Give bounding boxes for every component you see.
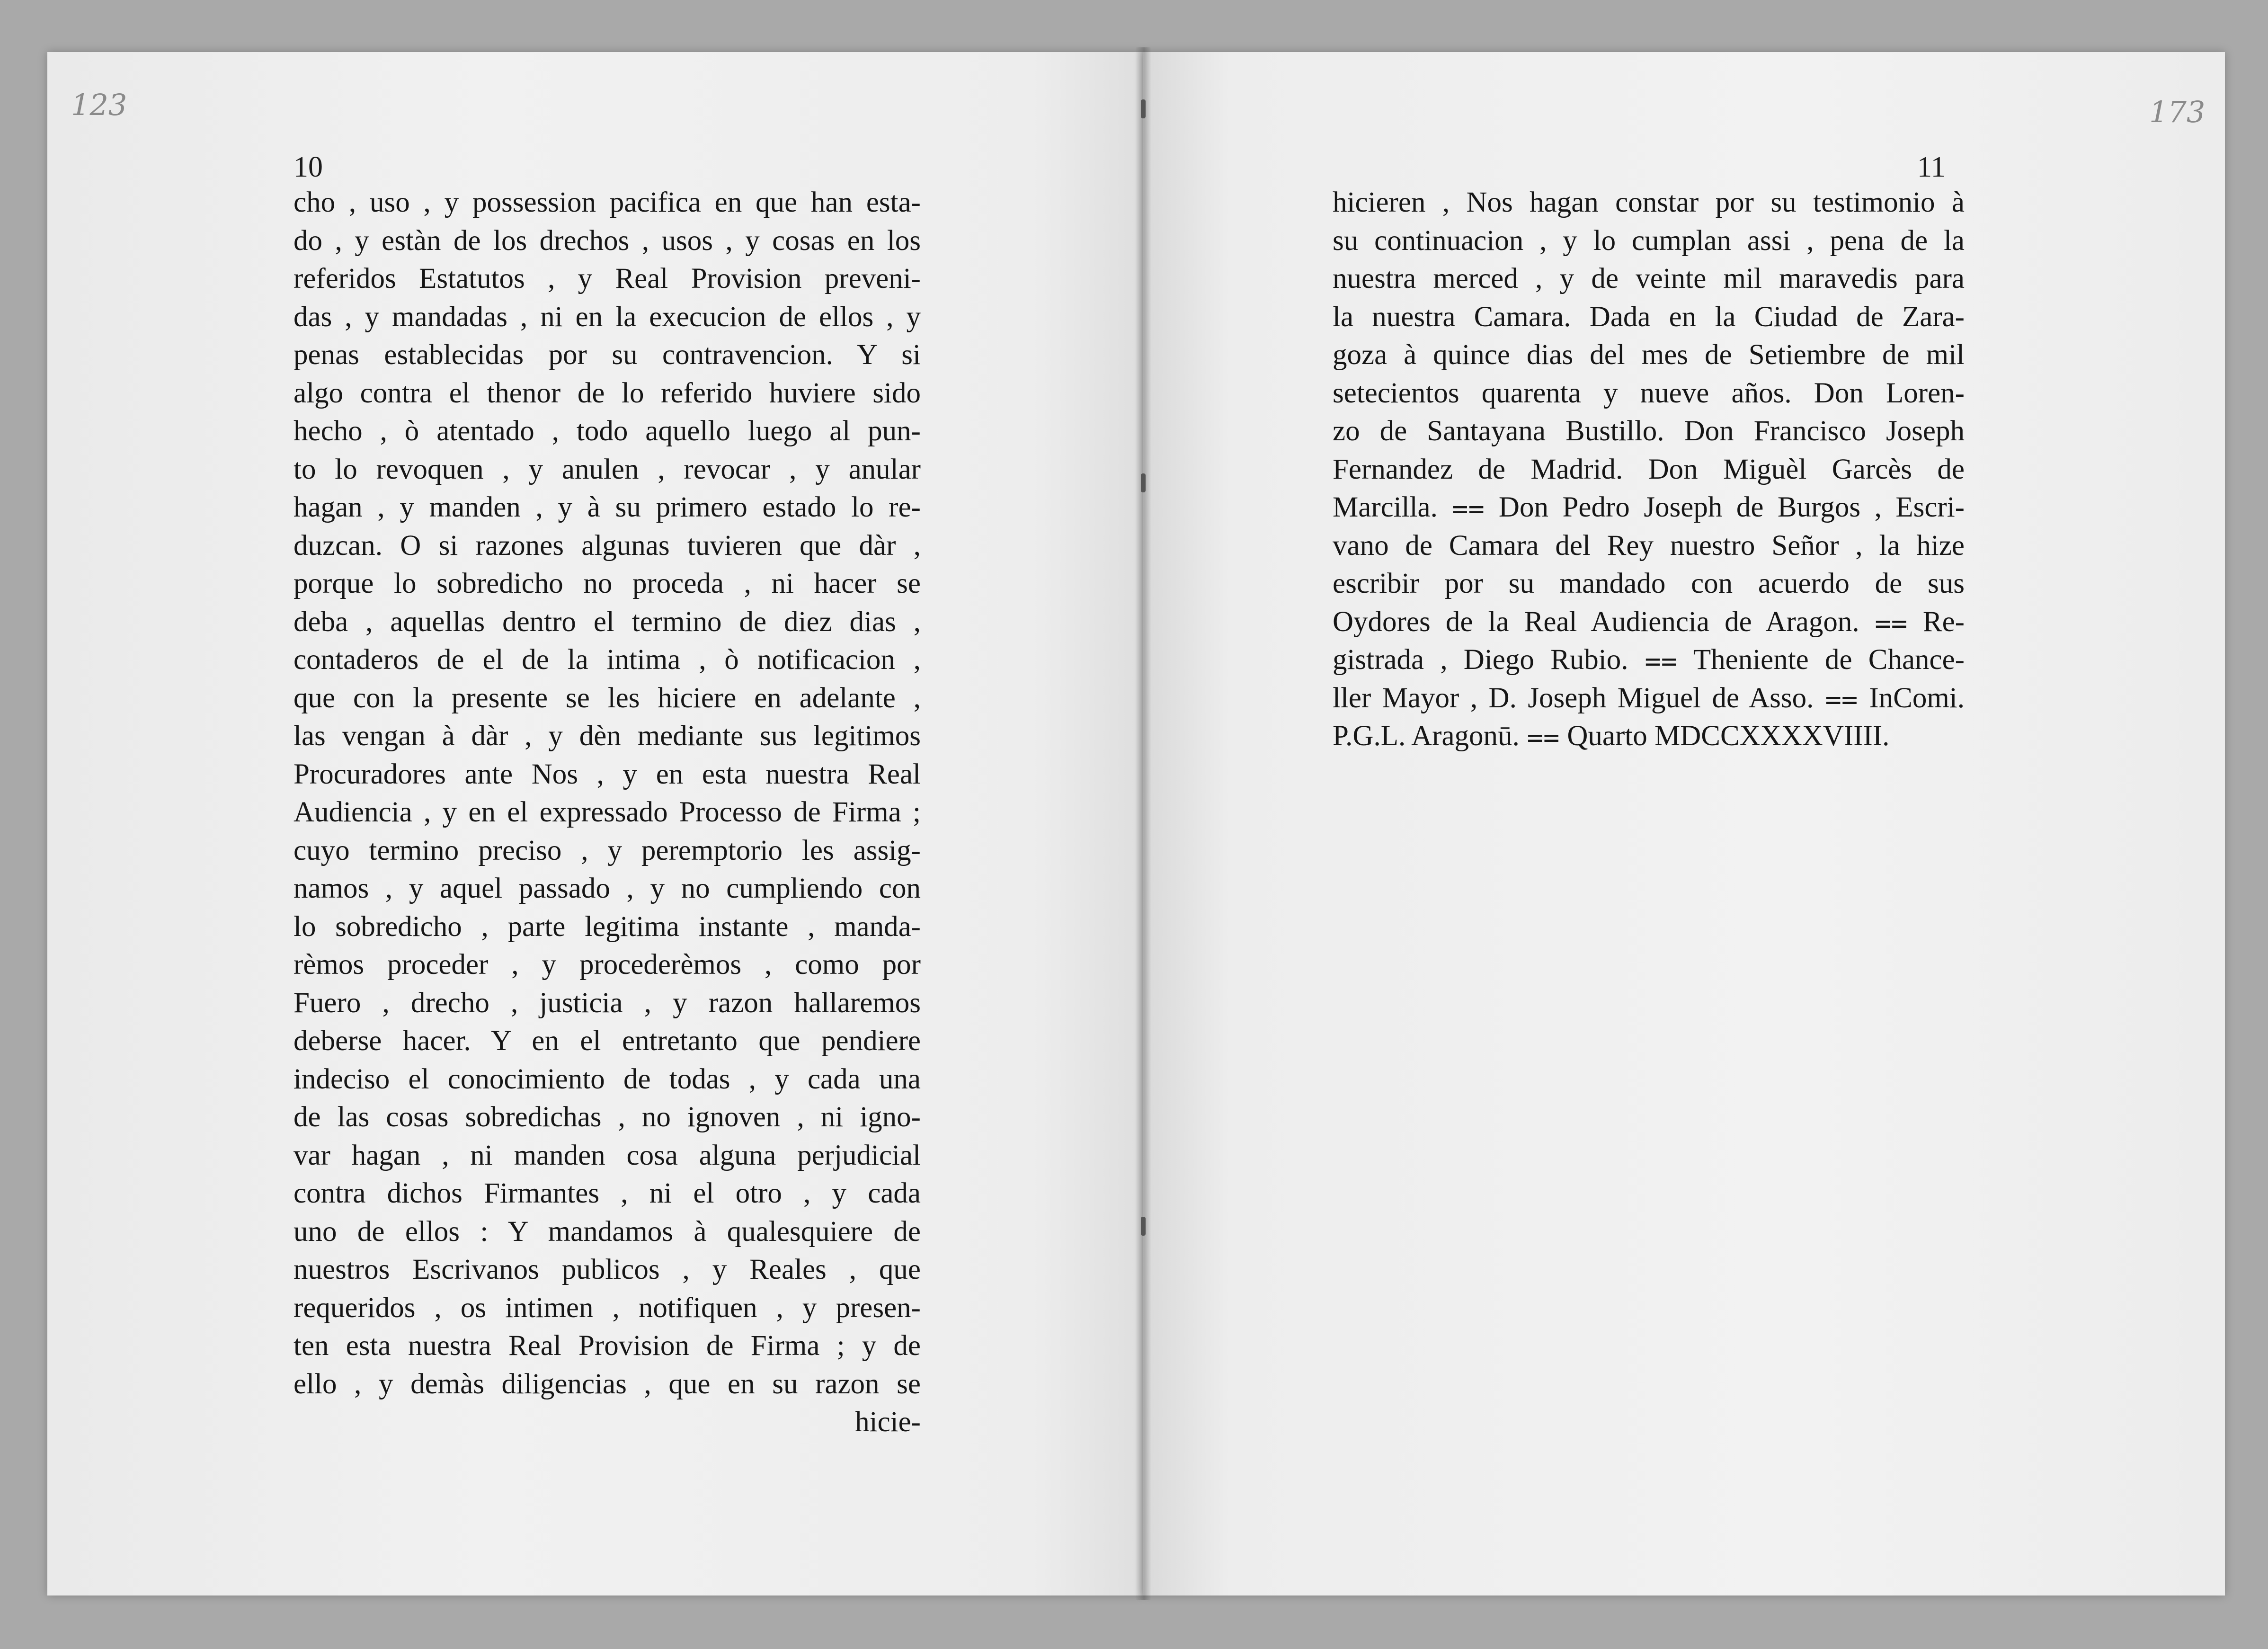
- left-page-text: [294, 184, 921, 1442]
- text-line: contra dichos Firmantes , ni el otro , y cada: [294, 1177, 921, 1209]
- text-line: var hagan , ni manden cosa alguna perjudicial: [294, 1139, 921, 1171]
- page-number-left: 10: [294, 151, 323, 183]
- binding-stitch: [1141, 473, 1146, 492]
- text-line: gistrada , Diego Rubio. ⩵ Theniente de Chance-: [1333, 644, 1965, 676]
- text-line: referidos Estatutos , y Real Provision preveni-: [294, 263, 921, 294]
- page-number-right: 11: [1917, 151, 1946, 183]
- text-line: Oydores de la Real Audiencia de Aragon. ⩵ Re-: [1333, 606, 1965, 638]
- book-gutter: [1135, 47, 1151, 1600]
- text-line: Marcilla. ⩵ Don Pedro Joseph de Burgos , Escri-: [1333, 491, 1965, 523]
- text-line: las vengan à dàr , y dèn mediante sus legitimos: [294, 720, 921, 752]
- text-line: la nuestra Camara. Dada en la Ciudad de Zara-: [1333, 301, 1965, 333]
- text-line: escribir por su mandado con acuerdo de sus: [1333, 568, 1965, 599]
- text-line: hagan , y manden , y à su primero estado lo re-: [294, 491, 921, 523]
- binding-stitch: [1141, 1217, 1146, 1236]
- text-line: cho , uso , y possession pacifica en que han esta-: [294, 187, 921, 218]
- folio-number-left: 123: [71, 88, 127, 122]
- text-line: ello , y demàs diligencias , que en su razon se: [294, 1368, 921, 1400]
- text-line: requeridos , os intimen , notifiquen , y presen-: [294, 1292, 921, 1324]
- text-line: deberse hacer. Y en el entretanto que pendiere: [294, 1025, 921, 1057]
- text-line: contaderos de el de la intima , ò notificacion ,: [294, 644, 921, 676]
- text-line: ten esta nuestra Real Provision de Firma ; y de: [294, 1330, 921, 1362]
- text-line: Fuero , drecho , justicia , y razon hallaremos: [294, 987, 921, 1019]
- right-page-text: [1333, 184, 1965, 756]
- text-line: porque lo sobredicho no proceda , ni hacer se: [294, 568, 921, 599]
- text-line: vano de Camara del Rey nuestro Señor , la hize: [1333, 529, 1965, 562]
- text-line: nuestra merced , y de veinte mil maravedis para: [1333, 263, 1965, 294]
- folio-number-right: 173: [2149, 95, 2206, 129]
- text-line: setecientos quarenta y nueve años. Don Loren-: [1333, 377, 1965, 409]
- text-line: Fernandez de Madrid. Don Miguèl Garcès de: [1333, 453, 1965, 485]
- text-line: hecho , ò atentado , todo aquello luego al pun-: [294, 415, 921, 447]
- text-line: goza à quince dias del mes de Setiembre de mil: [1333, 339, 1965, 371]
- text-line: lo sobredicho , parte legitima instante , manda-: [294, 910, 921, 943]
- text-line: rèmos proceder , y procederèmos , como por: [294, 949, 921, 980]
- text-line: to lo revoquen , y anulen , revocar , y anular: [294, 453, 921, 485]
- text-line: Audiencia , y en el expressado Processo de Firma ;: [294, 796, 921, 828]
- text-line: das , y mandadas , ni en la execucion de ellos , y: [294, 301, 921, 333]
- text-line: uno de ellos : Y mandamos à qualesquiere de: [294, 1215, 921, 1248]
- binding-stitch: [1141, 99, 1146, 118]
- text-line: su continuacion , y lo cumplan assi , pena de la: [1333, 224, 1965, 257]
- text-line: nuestros Escrivanos publicos , y Reales , que: [294, 1254, 921, 1285]
- text-line: duzcan. O si razones algunas tuvieren que dàr ,: [294, 529, 921, 562]
- text-line: que con la presente se les hiciere en adelante ,: [294, 682, 921, 714]
- text-line: indeciso el conocimiento de todas , y cada una: [294, 1063, 921, 1095]
- catchword: hicie-: [855, 1406, 921, 1438]
- text-line: P.G.L. Aragonū. ⩵ Quarto MDCCXXXXVIIII.: [1333, 720, 1890, 752]
- text-line: de las cosas sobredichas , no ignoven , ni igno-: [294, 1101, 921, 1133]
- text-line: algo contra el thenor de lo referido huviere sido: [294, 377, 921, 409]
- text-line: ller Mayor , D. Joseph Miguel de Asso. ⩵ InComi.: [1333, 682, 1965, 714]
- text-line: Procuradores ante Nos , y en esta nuestra Real: [294, 758, 921, 790]
- text-line: cuyo termino preciso , y peremptorio les assig-: [294, 834, 921, 866]
- text-line: deba , aquellas dentro el termino de diez dias ,: [294, 606, 921, 638]
- text-line: namos , y aquel passado , y no cumpliendo con: [294, 873, 921, 904]
- text-line: zo de Santayana Bustillo. Don Francisco Joseph: [1333, 415, 1965, 447]
- text-line: hicieren , Nos hagan constar por su testimonio à: [1333, 187, 1965, 218]
- text-line: penas establecidas por su contravencion. Y si: [294, 339, 921, 371]
- text-line: do , y estàn de los drechos , usos , y cosas en los: [294, 224, 921, 257]
